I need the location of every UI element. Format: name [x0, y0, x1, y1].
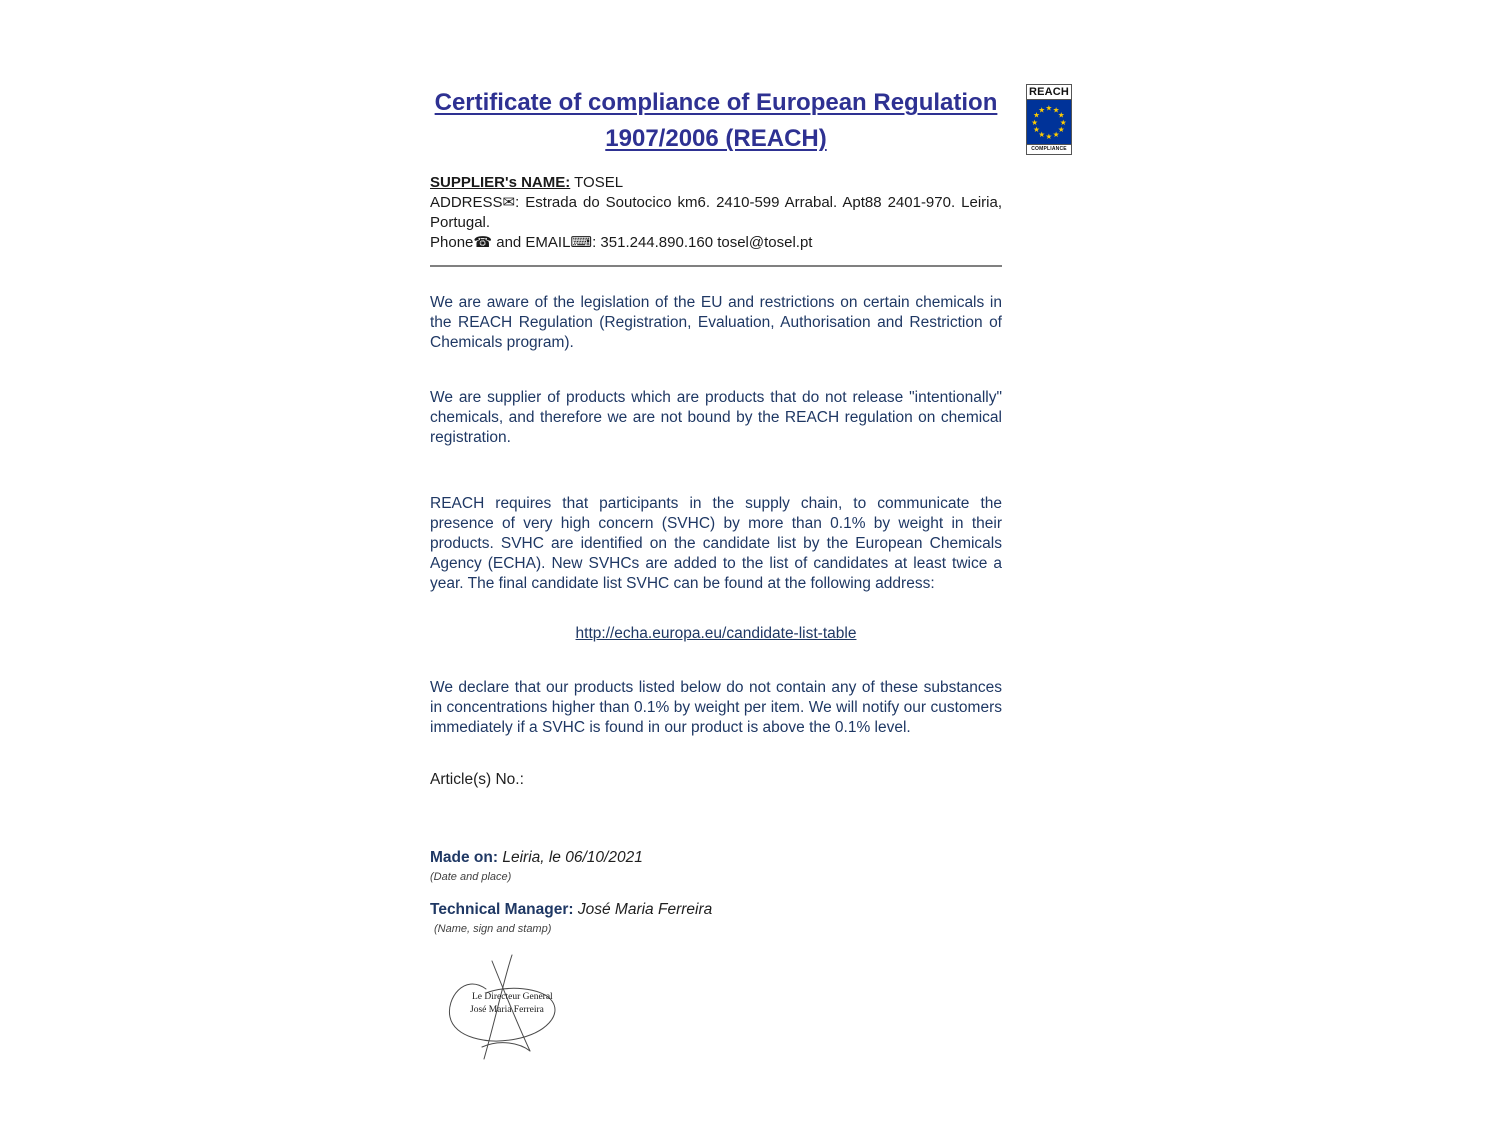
articles-label: Article(s) No.:: [430, 771, 524, 788]
document-title: [430, 85, 1002, 157]
document-content: [430, 85, 1002, 1068]
supplier-name-value: TOSEL: [570, 174, 624, 191]
svg-text:★: ★: [1031, 117, 1039, 127]
candidate-list-link-line: [430, 624, 1002, 644]
paragraph-declaration: We declare that our products listed below do not contain any of these substances in concentrations higher than 0.1% by weight per item. We will notify our customers immediately if a SVHC is found in our product is above the 0.1% level.: [430, 679, 1002, 736]
supplier-name-label: SUPPLIER's NAME:: [430, 174, 571, 191]
supplier-name-line: [430, 173, 1002, 193]
candidate-list-link[interactable]: http://echa.europa.eu/candidate-list-table: [575, 625, 857, 642]
svg-text:★: ★: [1052, 130, 1060, 140]
section-divider: [430, 265, 1002, 267]
svg-text:★: ★: [1038, 105, 1046, 115]
made-on-line: [430, 848, 1002, 868]
reach-logo-caption: COMPLIANCE: [1027, 144, 1071, 154]
svg-text:★: ★: [1057, 110, 1065, 120]
title-line-2: 1907/2006 (REACH): [605, 125, 827, 152]
supplier-block: [430, 173, 1002, 253]
technical-manager-line: [430, 900, 1002, 920]
svg-text:★: ★: [1052, 105, 1060, 115]
supplier-address-line: ADDRESS✉: Estrada do Soutocico km6. 2410-599 Arrabal. Apt88 2401-970. Leiria, Portugal.: [430, 194, 1002, 231]
svg-text:★: ★: [1045, 103, 1053, 113]
reach-compliance-logo: [1026, 84, 1072, 155]
supplier-contact-line: Phone☎ and EMAIL⌨: 351.244.890.160 tosel@tosel.pt: [430, 234, 813, 251]
technical-manager-value: José Maria Ferreira: [577, 901, 713, 918]
svg-text:★: ★: [1057, 125, 1065, 135]
paragraph-reach-requirements: REACH requires that participants in the supply chain, to communicate the presence of very high concern (SVHC) by more than 0.1% by weight in their products. SVHC are identified on the candidate list by the European Chemicals Agency (ECHA). New SVHCs are added to the list of candidates at least twice a year. The final candidate list SVHC can be found at the following address:: [430, 495, 1002, 592]
signature-text-line-2: José Maria Ferreira: [470, 1005, 544, 1015]
technical-manager-label: Technical Manager:: [430, 901, 574, 918]
svg-text:★: ★: [1038, 130, 1046, 140]
signature-text-line-1: Le Directeur General: [472, 992, 553, 1002]
paragraph-awareness: We are aware of the legislation of the EU and restrictions on certain chemicals in the REACH Regulation (Registration, Evaluation, Authorisation and Restriction of Chemicals program).: [430, 294, 1002, 351]
made-on-caption: (Date and place): [430, 871, 512, 883]
svg-text:★: ★: [1059, 117, 1067, 127]
svg-text:★: ★: [1033, 110, 1041, 120]
svg-text:★: ★: [1033, 125, 1041, 135]
eu-flag-icon: [1027, 100, 1071, 144]
made-on-label: Made on:: [430, 849, 499, 866]
reach-logo-title: REACH: [1028, 86, 1070, 98]
signature-stamp: [434, 951, 604, 1063]
paragraph-supplier-statement: We are supplier of products which are products that do not release "intentionally" chemicals, and therefore we are not bound by the REACH regulation on chemical registration.: [430, 389, 1002, 446]
made-on-value: Leiria, le 06/10/2021: [502, 849, 643, 866]
title-line-1: Certificate of compliance of European Regulation: [434, 89, 998, 116]
svg-text:★: ★: [1045, 132, 1053, 142]
technical-manager-caption: (Name, sign and stamp): [434, 923, 552, 935]
signature-stroke-tail: [482, 1043, 530, 1051]
